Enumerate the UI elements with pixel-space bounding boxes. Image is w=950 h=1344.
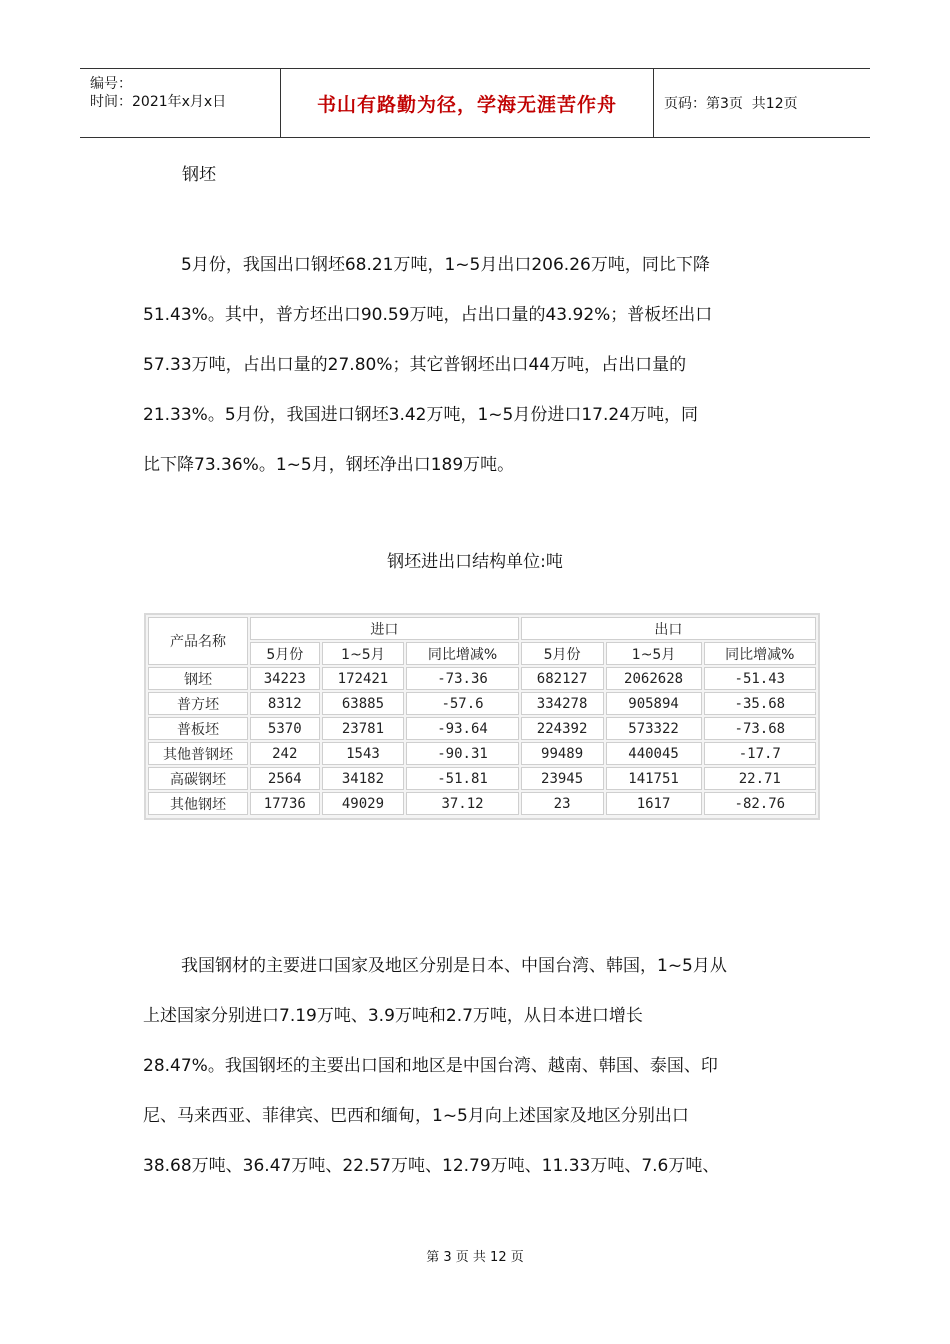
table-cell: -93.64 (406, 717, 518, 740)
table-row (148, 742, 816, 765)
header-motto-cell (281, 69, 654, 137)
table-cell: 172421 (322, 667, 405, 690)
table-caption: 钢坯进出口结构单位:吨 (387, 552, 563, 572)
table-cell: 22.71 (704, 767, 816, 790)
paragraph-line: 比下降73.36%。1~5月，钢坯净出口189万吨。 (143, 455, 515, 475)
page-footer: 第 3 页 共 12 页 (426, 1250, 524, 1265)
table-cell: 440045 (606, 742, 702, 765)
table-row (148, 792, 816, 815)
paragraph-line: 28.47%。我国钢坯的主要出口国和地区是中国台湾、越南、韩国、泰国、印 (143, 1056, 718, 1076)
paragraph-line: 上述国家分别进口7.19万吨、3.9万吨和2.7万吨，从日本进口增长 (143, 1006, 643, 1026)
row-product-name: 普方坯 (148, 692, 248, 715)
table-subheader: 1~5月 (606, 642, 702, 665)
table-cell: 23781 (322, 717, 405, 740)
table-cell: -51.81 (406, 767, 518, 790)
row-product-name: 钢坯 (148, 667, 248, 690)
header-meta-cell (80, 69, 281, 137)
table-cell: -90.31 (406, 742, 518, 765)
table-cell: -35.68 (704, 692, 816, 715)
table-subheader: 1~5月 (322, 642, 405, 665)
table-cell: 63885 (322, 692, 405, 715)
table-cell: 34182 (322, 767, 405, 790)
table-row (148, 767, 816, 790)
table-cell: 99489 (521, 742, 604, 765)
table-header-import: 进口 (250, 617, 519, 640)
header-number: 编号： (90, 76, 132, 92)
table-cell: -17.7 (704, 742, 816, 765)
header-page-number: 页码：第3页 共12页 (664, 96, 798, 112)
table-cell: 2062628 (606, 667, 702, 690)
table-cell: -73.36 (406, 667, 518, 690)
section-heading: 钢坯 (182, 165, 216, 185)
paragraph-2 (143, 941, 813, 1191)
table-cell: 1617 (606, 792, 702, 815)
document-header (80, 68, 870, 138)
table-row (148, 717, 816, 740)
table-cell: 141751 (606, 767, 702, 790)
table-cell: 23945 (521, 767, 604, 790)
table-cell: 1543 (322, 742, 405, 765)
table-cell: 34223 (250, 667, 320, 690)
table-cell: -73.68 (704, 717, 816, 740)
paragraph-line: 5月份，我国出口钢坯68.21万吨，1~5月出口206.26万吨，同比下降 (181, 255, 710, 275)
paragraph-line: 51.43%。其中，普方坯出口90.59万吨，占出口量的43.92%；普板坯出口 (143, 305, 713, 325)
row-product-name: 普板坯 (148, 717, 248, 740)
table-cell: -57.6 (406, 692, 518, 715)
row-product-name: 其他钢坯 (148, 792, 248, 815)
table-cell: 17736 (250, 792, 320, 815)
table-cell: 49029 (322, 792, 405, 815)
header-time: 时间：2021年x月x日 (90, 94, 227, 110)
table-subheader: 同比增减% (704, 642, 816, 665)
paragraph-line: 38.68万吨、36.47万吨、22.57万吨、12.79万吨、11.33万吨、7.6万吨、 (143, 1156, 720, 1176)
table-row (148, 667, 816, 690)
table-cell: 242 (250, 742, 320, 765)
paragraph-line: 57.33万吨，占出口量的27.80%；其它普钢坯出口44万吨，占出口量的 (143, 355, 687, 375)
steel-billet-table (144, 613, 820, 820)
table-cell: 2564 (250, 767, 320, 790)
table-subheader: 同比增减% (406, 642, 518, 665)
table-cell: 8312 (250, 692, 320, 715)
row-product-name: 其他普钢坯 (148, 742, 248, 765)
table-row (148, 692, 816, 715)
table-cell: 37.12 (406, 792, 518, 815)
paragraph-line: 21.33%。5月份，我国进口钢坯3.42万吨，1~5月份进口17.24万吨，同 (143, 405, 699, 425)
paragraph-line: 我国钢材的主要进口国家及地区分别是日本、中国台湾、韩国，1~5月从 (181, 956, 727, 976)
table-cell: 905894 (606, 692, 702, 715)
header-page-cell (654, 69, 870, 137)
table-subheader: 5月份 (521, 642, 604, 665)
table-cell: 682127 (521, 667, 604, 690)
table-cell: -82.76 (704, 792, 816, 815)
table-cell: 224392 (521, 717, 604, 740)
table-cell: 573322 (606, 717, 702, 740)
table-cell: -51.43 (704, 667, 816, 690)
table-cell: 23 (521, 792, 604, 815)
table-header-export: 出口 (521, 617, 816, 640)
paragraph-1 (143, 240, 813, 490)
table-cell: 5370 (250, 717, 320, 740)
header-motto: 书山有路勤为径，学海无涯苦作舟 (316, 93, 617, 116)
paragraph-line: 尼、马来西亚、菲律宾、巴西和缅甸，1~5月向上述国家及地区分别出口 (143, 1106, 689, 1126)
table-cell: 334278 (521, 692, 604, 715)
table-subheader: 5月份 (250, 642, 320, 665)
row-product-name: 高碳钢坯 (148, 767, 248, 790)
table-header-product: 产品名称 (148, 617, 248, 665)
